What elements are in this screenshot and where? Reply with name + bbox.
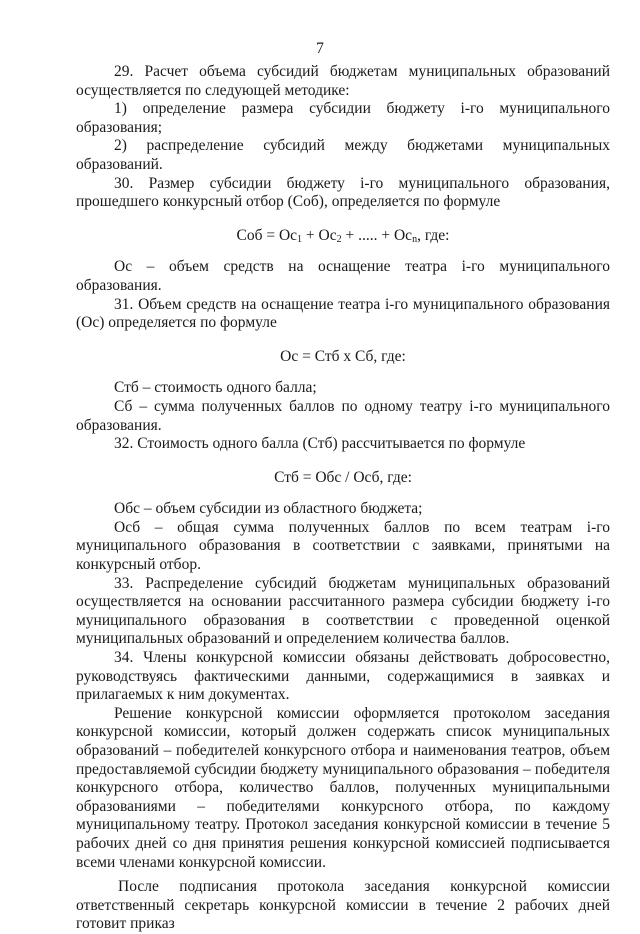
formula-subsidy-lhs: Соб = Ос <box>236 226 298 244</box>
paragraph-decision: Решение конкурсной комиссии оформляется протоколом заседания конкурсной комиссии, который должен содержать список муниципальных образований – победителей конкурсного отбора и наименования театров, объем предоставляемой субсидии бюджету муниципального образования – победителя конкурсного отбора, количество баллов, полученных муниципальными образованиями – победителями конкурсного отбора, по каждому муниципальному театру. Протокол заседания конкурсной комиссии в течение 5 рабочих дней со дня принятия решения конкурсной комиссией подписывается всеми членами конкурсной комиссии. <box>76 704 610 871</box>
definition-stb: Стб – стоимость одного балла; <box>114 379 317 397</box>
formula-subscript-1: 1 <box>297 233 303 245</box>
formula-subscript-n: n <box>412 233 418 245</box>
paragraph-33: 33. Распределение субсидий бюджетам муниципальных образований осуществляется на основании рассчитанного размера субсидии бюджету i-го муниципального образования в соответствии с проведенной оценкой муниципальных образований и определением количества баллов. <box>76 574 610 648</box>
paragraph-29: 29. Расчет объема субсидий бюджетам муниципальных образований осуществляется по следующей методике: <box>76 63 610 99</box>
paragraph-32: 32. Стоимость одного балла (Стб) рассчитывается по формуле <box>114 435 526 453</box>
page-number: 7 <box>316 40 324 57</box>
definition-sb: Сб – сумма полученных баллов по одному театру i-го муниципального образования. <box>76 397 610 434</box>
definition-os: Ос – объем средств на оснащение театра i-го муниципального образования. <box>76 258 610 294</box>
paragraph-34: 34. Члены конкурсной комиссии обязаны действовать добросовестно, руководствуясь фактическими данными, содержащимися в заявках и прилагаемых к ним документах. <box>76 649 610 704</box>
formula-subsidy-tail: , где: <box>417 226 450 244</box>
formula-point-cost: Стб = Обс / Осб, где: <box>274 468 412 486</box>
formula-subsidy-mid2: + ..... + Ос <box>341 226 413 244</box>
formula-equipment: Ос = Стб х Сб, где: <box>280 347 406 365</box>
formula-subsidy <box>76 212 610 259</box>
paragraph-after-signing: После подписания протокола заседания конкурсной комиссии ответственный секретарь конкурсной комиссии в течение 2 рабочих дней готовит приказ <box>76 878 610 933</box>
definition-osb: Осб – общая сумма полученных баллов по всем театрам i-го муниципального образования в соответствии с заявками, принятыми на конкурсный отбор. <box>76 518 610 574</box>
formula-subscript-2: 2 <box>336 233 342 245</box>
paragraph-31: 31. Объем средств на оснащение театра i-го муниципального образования (Ос) определяется по формуле <box>76 295 610 332</box>
formula-subsidy-mid1: + Ос <box>302 226 337 244</box>
paragraph-29-item-1: 1) определение размера субсидии бюджету i-го муниципального образования; <box>76 100 610 136</box>
definition-obs: Обс – объем субсидии из областного бюджета; <box>114 500 423 518</box>
document-body <box>76 63 610 934</box>
paragraph-29-item-2: 2) распределение субсидий между бюджетами муниципальных образований. <box>76 137 610 173</box>
paragraph-30: 30. Размер субсидии бюджету i-го муниципального образования, прошедшего конкурсный отбор (Соб), определяется по формуле <box>76 174 610 211</box>
